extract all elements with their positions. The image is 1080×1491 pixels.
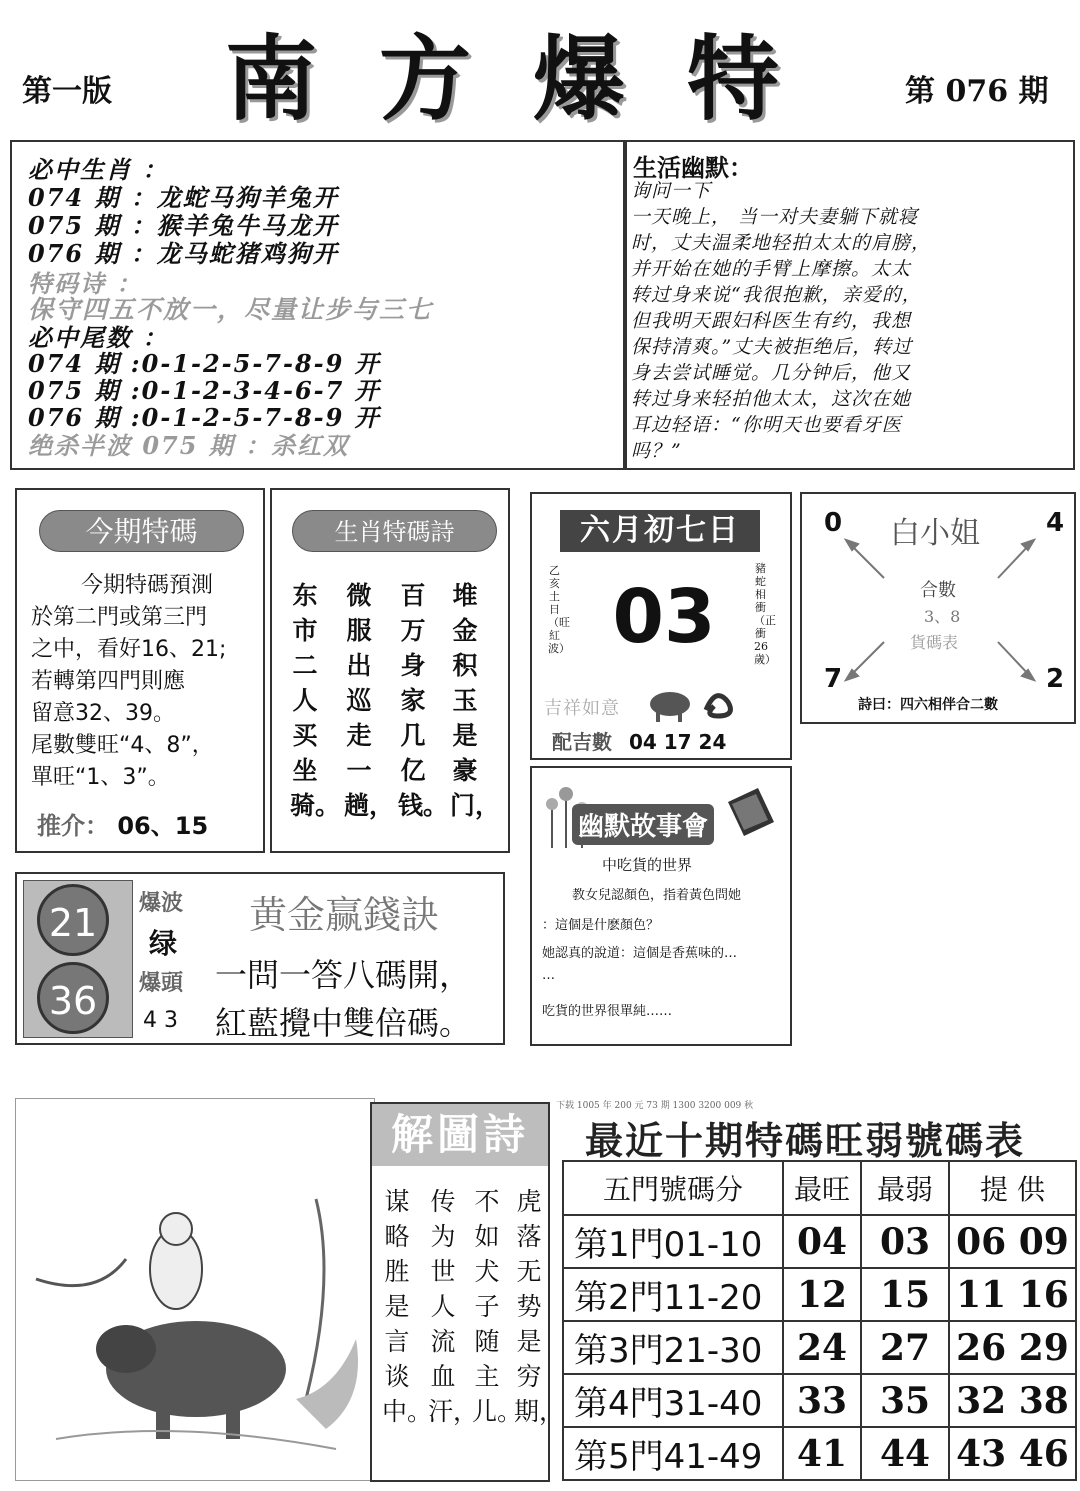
head-label: 爆頭 [139, 971, 184, 996]
humor-line: 吗？” [631, 440, 682, 462]
hot-value: 12 [783, 1268, 861, 1321]
humor-line: 时，丈夫温柔地轻拍太太的肩膀， [631, 232, 932, 254]
wave-color: 绿 [149, 927, 178, 960]
zodiac-heading: 必中生肖 ： [28, 155, 169, 184]
lunar-date: 六月初七日 [560, 510, 760, 552]
calendar-left-note: 乙亥土日（旺紅波） [548, 564, 570, 655]
lucky-values: 04 17 24 [628, 730, 727, 754]
jietu-title: 解圖詩 [372, 1104, 548, 1166]
provided-value: 32 38 [949, 1374, 1076, 1427]
humor-line: 转过身来轻拍他太太，这次在她 [631, 388, 912, 410]
table-title: 最近十期特碼旺弱號碼表 [585, 1118, 1026, 1163]
cold-value: 35 [861, 1374, 949, 1427]
hot-value: 33 [783, 1374, 861, 1427]
gold-line: 一問一答八碼開， [215, 956, 472, 994]
lucky-label: 配吉數 [552, 730, 612, 754]
table-row [563, 1268, 1076, 1321]
predictions-panel [10, 140, 625, 470]
hot-value: 04 [783, 1215, 861, 1268]
col-header: 五門號碼分 [563, 1161, 783, 1215]
lucky-numbers [552, 726, 726, 755]
sum-label: 合數 [920, 580, 956, 601]
story-heading: 幽默故事會 [572, 804, 714, 845]
story-title: 中吃貨的世界 [602, 856, 693, 874]
gold-line: 紅藍攪中雙倍碼。 [215, 1004, 472, 1042]
cold-value: 15 [861, 1268, 949, 1321]
hot-cold-table [562, 1160, 1077, 1481]
miss-bai-sub: 貨碼表 [910, 633, 959, 652]
table-row [563, 1427, 1076, 1480]
corner-number: 4 [1046, 508, 1065, 538]
humor-story-panel [530, 766, 792, 1046]
issue-number: 第 076 期 [905, 74, 1049, 109]
special-line: 之中，看好16、21; [31, 637, 227, 662]
poem-line: 保守四五不放一，尽量让步与三七 [28, 295, 434, 324]
special-line: 單旺“1、3”。 [31, 765, 170, 790]
special-body [31, 570, 256, 794]
humor-line: 耳边轻语：“你明天也要看牙医 [631, 414, 902, 436]
provided-value: 26 29 [949, 1321, 1076, 1374]
humor-title: 生活幽默： [633, 153, 753, 182]
story-line: 吃貨的世界很單純…… [542, 1004, 673, 1019]
zodiac-line: 074 期 ：龙蛇马狗羊兔开 [28, 183, 339, 212]
gold-title: 黄金赢錢訣 [249, 893, 440, 937]
calendar-number: 03 [612, 574, 716, 660]
head-values: 4 3 [143, 1008, 178, 1033]
miss-bai-panel [800, 492, 1076, 724]
book-icon [722, 782, 778, 842]
special-line: 若轉第四門則應 [31, 669, 186, 694]
wave-label: 爆波 [139, 891, 184, 916]
poem-column: 东市二人买坐骑。 [290, 581, 341, 820]
story-line: 教女兒認顏色，指着黃色問她 [572, 888, 742, 903]
wave-line: 绝杀半波 075 期 ：杀红双 [28, 431, 350, 460]
calendar-panel [530, 492, 792, 760]
poem-column: 传为世人流血汗， [428, 1187, 479, 1426]
zodiac-poem-title: 生肖特碼詩 [292, 510, 497, 552]
story-line: ：這個是什麽顏色？ [542, 918, 660, 933]
miss-bai-poem: 詩曰：四六相伴合二數 [858, 697, 998, 713]
special-title: 今期特碼 [39, 510, 244, 552]
poem-column: 不如犬子随主儿。 [472, 1187, 523, 1426]
zodiac-poem-panel [270, 488, 510, 853]
special-recommend [37, 806, 208, 841]
col-header: 提 供 [949, 1161, 1076, 1215]
special-code-panel [15, 488, 265, 853]
calendar-right-note: 豬蛇相衝（正衝26歲） [754, 562, 776, 666]
wave-number: 21 [37, 884, 109, 956]
door-range: 第1門01-10 [563, 1215, 783, 1268]
provided-value: 11 16 [949, 1268, 1076, 1321]
door-range: 第3門21-30 [563, 1321, 783, 1374]
zodiac-line: 075 期 ：猴羊兔牛马龙开 [28, 211, 339, 240]
humor-line: 保持清爽。”丈夫被拒绝后，转过 [631, 336, 913, 358]
poem-column: 堆金积玉是豪门， [450, 581, 501, 820]
recommend-value: 06、15 [117, 812, 209, 840]
door-range: 第2門11-20 [563, 1268, 783, 1321]
herder-on-ox-image [16, 1099, 374, 1480]
gold-panel [15, 872, 505, 1045]
poem-column: 百万身家几亿钱。 [398, 581, 449, 820]
col-header: 最弱 [861, 1161, 949, 1215]
ox-snake-icon [644, 680, 740, 724]
cold-value: 03 [861, 1215, 949, 1268]
poem-heading: 特码诗 ： [28, 269, 143, 298]
poem-column: 谋略胜是言谈中。 [382, 1187, 433, 1426]
tail-line: 074 期 :0-1-2-5-7-8-9 开 [28, 349, 381, 378]
corner-number: 7 [824, 664, 843, 694]
special-line: 留意32、39。 [31, 701, 175, 726]
table-note: 下载 1005 年 200 元 73 期 1300 3200 009 秋 [556, 1101, 754, 1111]
col-header: 最旺 [783, 1161, 861, 1215]
jietu-poem-panel [370, 1102, 565, 1482]
table-header-row [563, 1161, 1076, 1215]
humor-line: 询问一下 [631, 180, 712, 202]
provided-value: 06 09 [949, 1215, 1076, 1268]
hot-value: 24 [783, 1321, 861, 1374]
poem-column: 微服出巡走一趟， [344, 581, 395, 820]
story-line: 她認真的說道：這個是香蕉味的… [542, 946, 738, 961]
tail-line: 076 期 :0-1-2-5-7-8-9 开 [28, 403, 381, 432]
door-range: 第4門31-40 [563, 1374, 783, 1427]
special-line: 於第二門或第三門 [31, 605, 208, 630]
story-line: … [542, 968, 555, 983]
sum-values: 3、8 [924, 607, 961, 626]
corner-number: 2 [1046, 664, 1065, 694]
miss-bai-title: 白小姐 [890, 516, 980, 551]
special-line: 今期特碼預測 [81, 573, 214, 598]
humor-line: 转过身来说“我很抱歉，亲爱的， [631, 284, 922, 306]
door-range: 第5門41-49 [563, 1427, 783, 1480]
zodiac-line: 076 期 ：龙马蛇猪鸡狗开 [28, 239, 339, 268]
humor-line: 身去尝试睡觉。几分钟后，他又 [631, 362, 912, 384]
humor-panel [625, 140, 1075, 470]
calendar-stamp: 吉祥如意 [544, 698, 620, 719]
masthead-title: 南方爆特 [225, 25, 842, 133]
cold-value: 27 [861, 1321, 949, 1374]
humor-line: 但我明天跟妇科医生有约，我想 [631, 310, 912, 332]
table-row [563, 1374, 1076, 1427]
edition-label: 第一版 [22, 74, 112, 109]
head-number: 36 [37, 962, 109, 1034]
hot-value: 41 [783, 1427, 861, 1480]
provided-value: 43 46 [949, 1427, 1076, 1480]
recommend-label: 推介： [37, 812, 109, 840]
humor-line: 一天晚上， 当一对夫妻躺下就寝 [631, 206, 919, 228]
tail-line: 075 期 :0-1-2-3-4-6-7 开 [28, 376, 381, 405]
humor-line: 并开始在她的手臂上摩擦。太太 [631, 258, 912, 280]
illustration [15, 1098, 375, 1481]
cold-value: 44 [861, 1427, 949, 1480]
special-line: 尾數雙旺“4、8”， [31, 733, 214, 758]
poem-column: 虎落无势是穷期， [514, 1187, 565, 1426]
corner-number: 0 [824, 508, 843, 538]
table-row [563, 1321, 1076, 1374]
tail-heading: 必中尾数 ： [28, 323, 169, 352]
table-row [563, 1215, 1076, 1268]
